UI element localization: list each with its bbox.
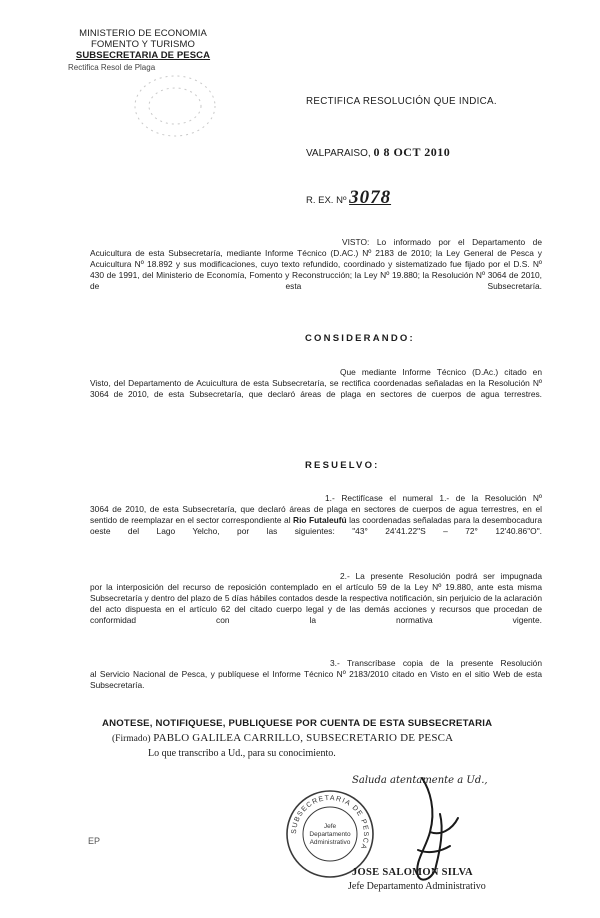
resolution-number: 3078 bbox=[349, 187, 392, 208]
visto-first-line: VISTO: Lo informado por el Departamento de bbox=[342, 237, 542, 247]
date-line bbox=[306, 145, 450, 160]
resuelvo-item-2-first: 2.- La presente Resolución podrá ser impugnada bbox=[340, 571, 542, 581]
ministry-line: SUBSECRETARIA DE PESCA bbox=[75, 50, 211, 61]
seal-ring-text: SUBSECRETARIA DE PESCA bbox=[290, 794, 370, 851]
considerando-body: Visto, del Departamento de Acuicultura de esta Subsecretaría, se rectifica coordenadas señaladas en la Resolución Nº 3064 de 2010, de esta Subsecretaría, que declaró áreas de plaga en sectores de cuerpos de agua terrestres. bbox=[90, 378, 542, 399]
date-stamp: 0 8 OCT 2010 bbox=[373, 145, 451, 159]
item-1-text-b: las coordenadas señaladas para la desembocadura oeste del Lago Yelcho, por las siguientes: bbox=[90, 515, 542, 536]
subject-ref: Rectifica Resol de Plaga bbox=[68, 63, 156, 72]
saluda-line: Saluda atentamente a Ud., bbox=[352, 775, 488, 786]
seal-center-line: Jefe bbox=[323, 823, 337, 830]
resuelvo-item-1-body bbox=[90, 504, 542, 548]
resolution-line bbox=[306, 187, 391, 209]
river-name: Rio Futaleufú bbox=[293, 515, 347, 525]
ministry-line: MINISTERIO DE ECONOMIA bbox=[79, 28, 207, 39]
resuelvo-item-3-body: al Servicio Nacional de Pesca, y publíquese el Informe Técnico Nº 2183/2010 citado en Visto en el sitio Web de esta Subsecretaría. bbox=[90, 669, 542, 690]
footer-mark: EP bbox=[88, 836, 101, 846]
visto-body: Acuicultura de esta Subsecretaría, mediante Informe Técnico (D.AC.) Nº 2183 de 2010; la Ley General de Pesca y Acuicultura Nº 18.892 y sus modificaciones, cuyo texto refundido, coordinado y sistematizado fue fijado por el D.S. Nº 430 de 1991, del Ministerio de Economía, Fomento y Reconstrucción; la Ley Nº 19.880; la Resolución Nº 3064 de 2010, de esta Subsecretaría. bbox=[90, 248, 542, 291]
ministry-header bbox=[50, 28, 236, 61]
signer-role: Jefe Departamento Administrativo bbox=[348, 881, 486, 892]
date-city: VALPARAISO, bbox=[306, 148, 371, 159]
considerando-first-line: Que mediante Informe Técnico (D.Ac.) citado en bbox=[340, 367, 542, 377]
resuelvo-item-2-body: por la interposición del recurso de reposición contemplado en el artículo 59 de la Ley Nº 19.880, ante esta misma Subsecretaría y dentro del plazo de 5 días hábiles contados desde la respectiva notificación, sin perjuicio de la aclaración del acto dispuesta en el artículo 62 del citado cuerpo legal y de las demás acciones y recursos que procedan de conformidad con la normativa vigente. bbox=[90, 582, 542, 625]
resuelvo-item-1-first: 1.- Rectifícase el numeral 1.- de la Resolución Nº bbox=[325, 493, 542, 503]
seal-center-line: Departamento bbox=[309, 831, 351, 838]
considerando-heading: CONSIDERANDO: bbox=[305, 333, 415, 344]
faint-seal-mark bbox=[120, 66, 230, 146]
resolution-label: R. EX. Nº bbox=[306, 195, 347, 206]
firmado-prefix: (Firmado) bbox=[112, 734, 151, 744]
document-title: RECTIFICA RESOLUCIÓN QUE INDICA. bbox=[306, 96, 497, 107]
ministry-line: FOMENTO Y TURISMO bbox=[91, 39, 195, 50]
firmado-name: PABLO GALILEA CARRILLO, SUBSECRETARIO DE PESCA bbox=[153, 732, 454, 744]
anotese-line: ANOTESE, NOTIFIQUESE, PUBLIQUESE POR CUENTA DE ESTA SUBSECRETARIA bbox=[102, 718, 493, 729]
signer-name: JOSE SALOMON SILVA bbox=[352, 867, 473, 878]
resuelvo-heading: RESUELVO: bbox=[305, 460, 380, 471]
firmado-line bbox=[112, 732, 453, 744]
resuelvo-item-3-first: 3.- Transcríbase copia de la presente Resolución bbox=[330, 658, 542, 668]
item-1-text-a: 3064 de 2010, de esta Subsecretaría, que declaró áreas de plaga en sectores de cuerpos de agua terrestres, en el sentido de reemplazar en el sector correspondiente al bbox=[90, 504, 542, 525]
transcribe-line: Lo que transcribo a Ud., para su conocimiento. bbox=[148, 748, 336, 759]
seal-center-line: Administrativo bbox=[309, 839, 351, 846]
coordinates: "43° 24'41.22"S – 72° 12'40.86"O". bbox=[352, 526, 542, 536]
